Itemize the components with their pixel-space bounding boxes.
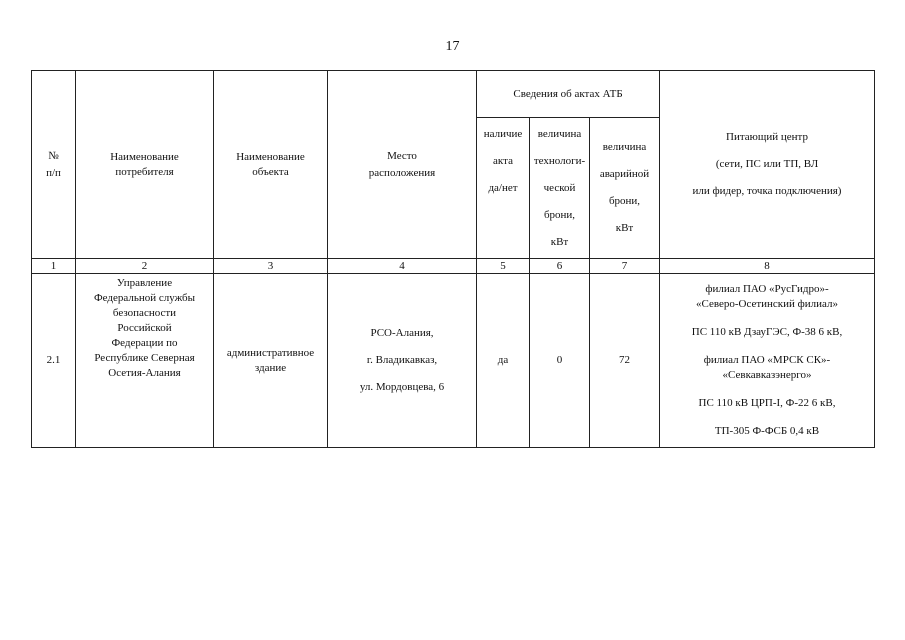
col-number: 8 (660, 259, 875, 274)
page-number: 17 (445, 39, 460, 54)
table-row (32, 274, 875, 448)
col-number: 5 (477, 259, 530, 274)
row-act: да (477, 274, 530, 448)
header-atb-group: Сведения об актах АТБ (477, 71, 660, 118)
header-act: наличие акта да/нет (477, 118, 530, 259)
row-num: 2.1 (32, 274, 76, 448)
header-object: Наименование объекта (214, 71, 328, 259)
header-location: Место расположения (328, 71, 477, 259)
row-object: административное здание (214, 274, 328, 448)
row-location: РСО-Алания, г. Владикавказ, ул. Мордовцева, 6 (328, 274, 477, 448)
col-number: 6 (530, 259, 590, 274)
col-number: 4 (328, 259, 477, 274)
consumers-table (31, 70, 875, 448)
header-emergency-reserve: величина аварийной брони, кВт (590, 118, 660, 259)
header-row-top (32, 71, 875, 118)
header-num: № п/п (32, 71, 76, 259)
column-numbers-row (32, 259, 875, 274)
col-number: 2 (76, 259, 214, 274)
col-number: 3 (214, 259, 328, 274)
row-power-center: филиал ПАО «РусГидро»- «Северо-Осетинский филиал» ПС 110 кВ ДзауГЭС, Ф-38 6 кВ, филиал ПАО «МРСК СК»- «Севкавказэнерго» ПС 110 кВ ЦРП-I, Ф-22 6 кВ, ТП-305 Ф-ФСБ 0,4 кВ (660, 274, 875, 448)
header-consumer: Наименование потребителя (76, 71, 214, 259)
header-tech-reserve: величина технологи- ческой брони, кВт (530, 118, 590, 259)
row-tech-reserve: 0 (530, 274, 590, 448)
row-emergency-reserve: 72 (590, 274, 660, 448)
row-consumer: Управление Федеральной службы безопасности Российской Федерации по Республике Северная Осетия-Алания (76, 274, 214, 448)
header-power-center: Питающий центр (сети, ПС или ТП, ВЛ или фидер, точка подключения) (660, 71, 875, 259)
col-number: 1 (32, 259, 76, 274)
col-number: 7 (590, 259, 660, 274)
